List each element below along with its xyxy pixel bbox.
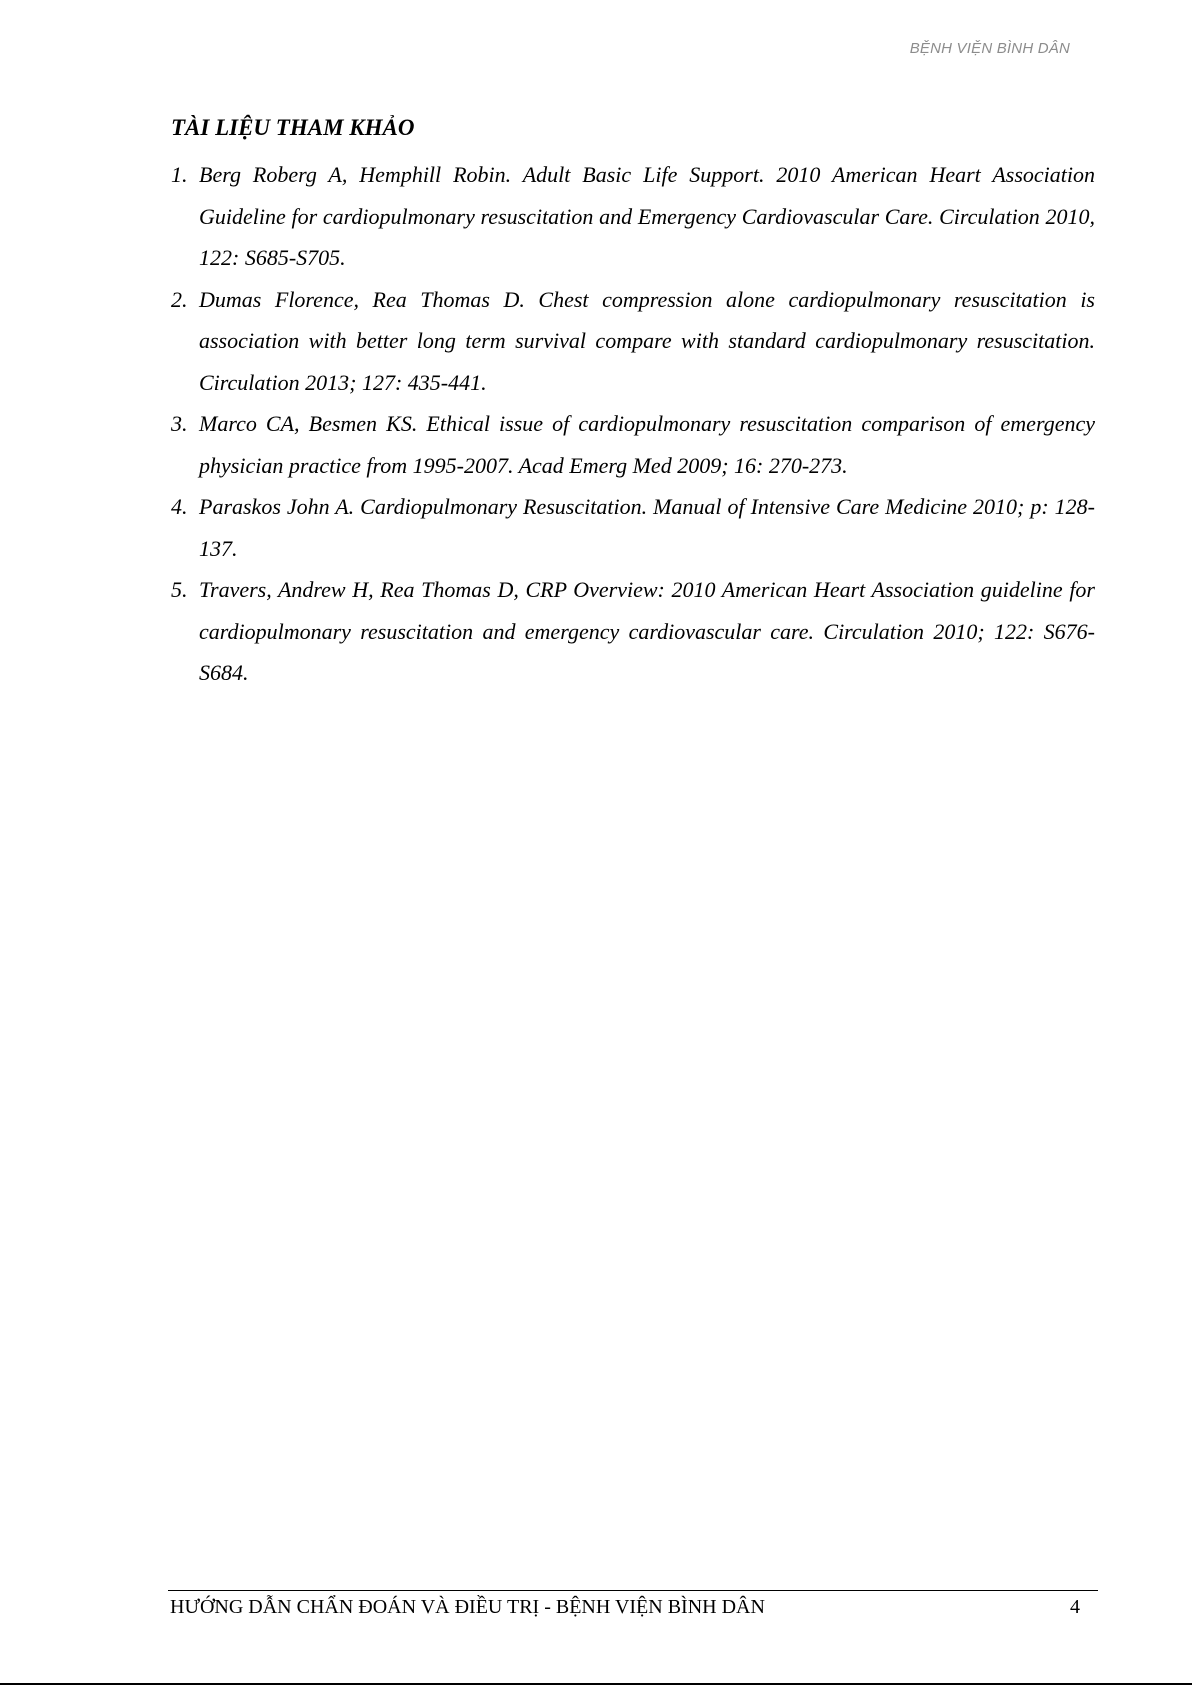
reference-item: [171, 279, 1095, 404]
reference-number: 1.: [171, 162, 188, 187]
reference-number: 5.: [171, 577, 188, 602]
reference-list: [171, 154, 1095, 694]
reference-text: Travers, Andrew H, Rea Thomas D, CRP Overview: 2010 American Heart Association guideline for cardiopulmonary resuscitation and emergency cardiovascular care. Circulation 2010; 122: S676-S684.: [199, 577, 1095, 685]
reference-number: 3.: [171, 411, 188, 436]
reference-item: [171, 486, 1095, 569]
reference-number: 2.: [171, 286, 188, 312]
page-number: 4: [1070, 1596, 1080, 1618]
reference-item: [171, 403, 1095, 486]
page-footer: HƯỚNG DẪN CHẨN ĐOÁN VÀ ĐIỀU TRỊ - BỆNH VIỆN BÌNH DÂN: [170, 1596, 765, 1618]
reference-item: [171, 154, 1095, 279]
footer-divider: [168, 1590, 1098, 1591]
page-header: BỆNH VIỆN BÌNH DÂN: [909, 40, 1070, 57]
reference-text: Dumas Florence, Rea Thomas D. Chest compression alone cardiopulmonary resuscitation is association with better long term survival compare with standard cardiopulmonary resuscitation. Circulation 2013; 127: 435-441.: [199, 286, 1095, 395]
reference-item: [171, 569, 1095, 694]
reference-number: 4.: [171, 494, 188, 519]
reference-text: Paraskos John A. Cardiopulmonary Resuscitation. Manual of Intensive Care Medicine 2010; p: 128-137.: [199, 494, 1095, 561]
section-title: TÀI LIỆU THAM KHẢO: [171, 115, 415, 140]
reference-text: Marco CA, Besmen KS. Ethical issue of cardiopulmonary resuscitation comparison of emergency physician practice from 1995-2007. Acad Emerg Med 2009; 16: 270-273.: [199, 411, 1095, 478]
reference-text: Berg Roberg A, Hemphill Robin. Adult Basic Life Support. 2010 American Heart Association Guideline for cardiopulmonary resuscitation and Emergency Cardiovascular Care. Circulation 2010, 122: S685-S705.: [199, 162, 1095, 270]
